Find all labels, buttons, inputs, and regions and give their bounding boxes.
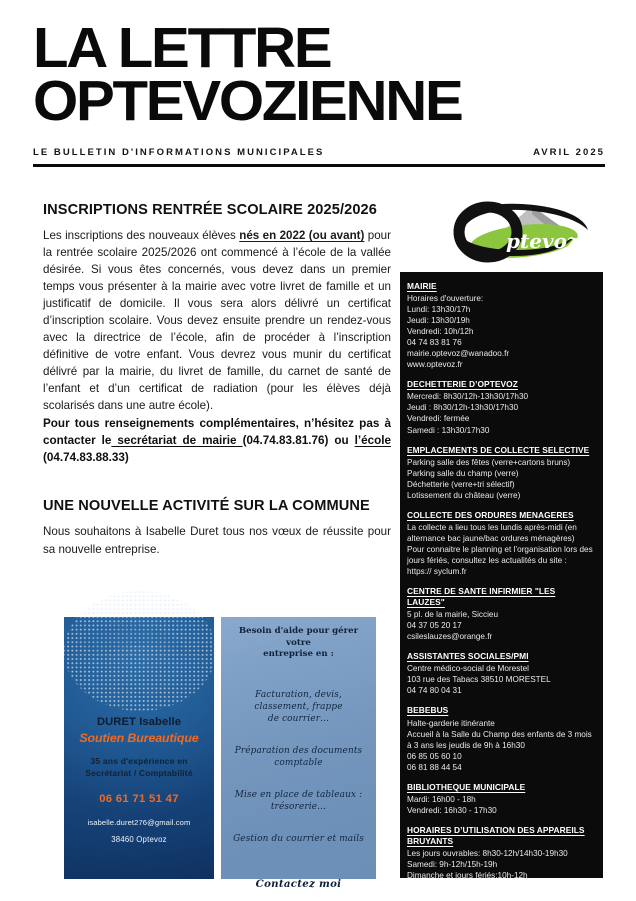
masthead-subtitle-row [33,147,605,158]
article-1-body-part2: pour la rentrée scolaire 2025/2026 ont commencé à l’école de la vallée désirée. Si vous êtes concernés, vous devez dans un premier temps vous présenter à la mairie avec votre livret de famille et un justificatif de domicile. Il vous sera alors délivré un certificat d’inscription scolaire. Vous devez ensuite prendre un rendez-vous avec la directrice de l’école, afin de procéder à l’inscription définitive de votre enfant. Vous devrez vous munir du certificat délivré par la mairie, du livret de famille, du carnet de santé de l’enfant et d’un certificat de radiation (pour les élèves déjà scolarisés dans une autre école). [43,228,391,413]
secretariat-mairie-link[interactable]: secrétariat de mairie [111,434,243,448]
masthead-subtitle: LE BULLETIN D'INFORMATIONS MUNICIPALES [33,147,325,158]
sidebar-info-block [407,510,595,577]
article-1-emphasis: nés en 2022 (ou avant) [239,228,365,242]
sidebar-block-line: 04 37 05 20 17 [407,621,462,631]
business-card-images [64,617,376,891]
sidebar-block-heading: MAIRIE [407,281,437,291]
card-experience [69,755,209,779]
card-city: 38460 Optevoz [111,834,167,844]
sidebar-info-block [407,379,595,435]
sidebar-block-heading: ASSISTANTES SOCIALES/PMI [407,651,529,662]
business-card-back [221,617,376,891]
article-1-closing-part3: (04.74.83.88.33) [43,451,129,465]
sidebar-block-heading: BIBLIOTHEQUE MUNICIPALE [407,781,526,792]
issue-date: AVRIL 2025 [533,147,605,158]
article-spacer [43,467,391,497]
sidebar-block-line: Dimanche et jours fériés:10h-12h [407,871,528,881]
masthead-divider [33,164,605,167]
sidebar-block-heading: EMPLACEMENTS DE COLLECTE SELECTIVE [407,444,590,455]
business-card-front [64,617,214,879]
sidebar-block-line: mairie.optevoz@wanadoo.fr [407,349,510,359]
sidebar-block-line: Samedi : 13h30/17h30 [407,425,490,435]
card-service-4: Gestion du courrier et mails [233,834,364,845]
sidebar-block-heading: CENTRE DE SANTE INFIRMIER "LES LAUZES" [407,586,556,608]
sidebar-block-line: Pour connaitre le planning et l’organisation lors des jours fériés, consultez les actualités du site : [407,544,593,565]
card-contact-call-to-action: Contactez moi [255,878,342,891]
sidebar-block-line: Lundi: 13h30/17h [407,305,471,315]
sidebar-block-line: Parking salle des fêtes (verre+cartons bruns) [407,457,571,467]
practical-info-sidebar [400,272,603,881]
card-services-heading-line2: entreprise en : [263,649,334,660]
sidebar-block-line: Mercredi: 8h30/12h-13h30/17h30 [407,392,529,402]
sidebar-block-line: 103 rue des Tabacs 38510 MORESTEL [407,675,551,685]
article-1-body [43,227,391,414]
sidebar-info-block [407,281,595,370]
card-service-1-line2: de courrier… [267,713,330,724]
sidebar-info-block [407,705,595,772]
sidebar-block-line: Vendredi: fermée [407,414,470,424]
sidebar-block-line: Halte-garderie itinérante [407,718,495,728]
sidebar-info-block [407,445,595,501]
masthead [33,16,605,167]
article-1-closing-part2: (04.74.83.81.76) ou [242,434,355,448]
card-trade-name: Soutien Bureautique [79,731,199,745]
sidebar-block-line: Lotissement du château (verre) [407,490,521,500]
card-services-heading-line1: Besoin d'aide pour gérer votre [238,626,359,648]
article-2-heading: UNE NOUVELLE ACTIVITÉ SUR LA COMMUNE [43,498,370,515]
masthead-title-line1: LA LETTRE [33,16,331,80]
optevoz-logo-icon [448,196,600,268]
sidebar-block-line: Accueil à la Salle du Champ des enfants de 3 mois à 3 ans les jeudis de 9h à 16h30 [407,729,592,750]
sidebar-block-heading: BEBEBUS [407,705,449,716]
sidebar-block-line: www.optevoz.fr [407,360,463,370]
card-service-3: Mise en place de tableaux : trésorerie… [234,790,363,813]
card-email: isabelle.duret276@gmail.com [87,817,191,827]
card-experience-line1: 35 ans d'expérience en [90,756,188,767]
sidebar-block-line: Jeudi: 13h30/19h [407,316,470,326]
main-content-column [43,201,391,558]
card-experience-line2: Secrétariat / Comptabilité [85,768,193,779]
sidebar-block-heading: HORAIRES D’UTILISATION DES APPAREILS BRUYANTS [407,824,585,846]
sidebar-info-block [407,825,595,881]
sidebar-block-line: Déchetterie (verre+tri sélectif) [407,479,515,489]
sidebar-block-line: La collecte a lieu tous les lundis après-midi (en alternance bac jaune/bac ordures ménagères) [407,522,577,543]
card-service-1-line1: Facturation, devis, classement, frappe [254,689,343,712]
logo-script-text: ptevoz [506,229,579,253]
sidebar-block-line: Jeudi : 8h30/12h-13h30/17h30 [407,403,519,413]
article-1-closing-part1: Pour tous renseignements complémentaires, n’hésitez pas à contacter le [43,417,391,448]
article-1-closing [43,416,391,467]
sidebar-block-heading: DECHETTERIE D’OPTEVOZ [407,379,518,390]
card-phone: 06 61 71 51 47 [99,792,179,805]
sidebar-block-line: Vendredi: 10h/12h [407,327,474,337]
card-services-heading [228,626,369,661]
card-service-1 [228,689,369,725]
sidebar-block-line: 04 74 83 81 76 [407,338,462,348]
sidebar-block-line: Les jours ouvrables: 8h30-12h/14h30-19h30 [407,849,568,859]
sidebar-block-line: Samedi: 9h-12h/15h-19h [407,860,498,870]
sidebar-block-line: https:// syclum.fr [407,566,467,576]
sidebar-block-line: csileslauzes@orange.fr [407,632,493,642]
sidebar-block-line: 5 pl. de la mairie, Siccieu [407,610,499,620]
sidebar-info-block [407,651,595,696]
article-2-body: Nous souhaitons à Isabelle Duret tous nos vœux de réussite pour sa nouvelle entreprise. [43,525,391,556]
sidebar-block-line: Parking salle du champ (verre) [407,468,519,478]
article-1-body-part1: Les inscriptions des nouveaux élèves [43,228,240,242]
sidebar-block-line: 06 85 05 60 10 [407,751,462,761]
ecole-link[interactable]: l’école [354,434,391,448]
sidebar-block-line: Mardi: 16h00 - 18h [407,794,476,804]
sidebar-block-line: Vendredi: 16h30 - 17h30 [407,805,497,815]
sidebar-block-heading: COLLECTE DES ORDURES MENAGERES [407,509,574,520]
sidebar-info-block [407,782,595,816]
optevoz-logo [448,196,600,268]
article-1-heading: INSCRIPTIONS RENTRÉE SCOLAIRE 2025/2026 [43,202,377,218]
sidebar-block-line: Centre médico-social de Morestel [407,664,529,674]
page-title [33,16,616,133]
sidebar-info-block [407,586,595,642]
globe-icon [54,603,226,723]
sidebar-block-line: 04 74 80 04 31 [407,686,462,696]
card-person-name: DURET Isabelle [96,716,182,728]
card-service-2: Préparation des documents comptable [234,745,363,768]
masthead-title-line2: OPTEVOZIENNE [33,69,462,133]
business-card-text [69,715,209,844]
sidebar-block-line: Horaires d'ouverture: [407,294,484,304]
sidebar-block-line: 06 81 88 44 54 [407,762,462,772]
